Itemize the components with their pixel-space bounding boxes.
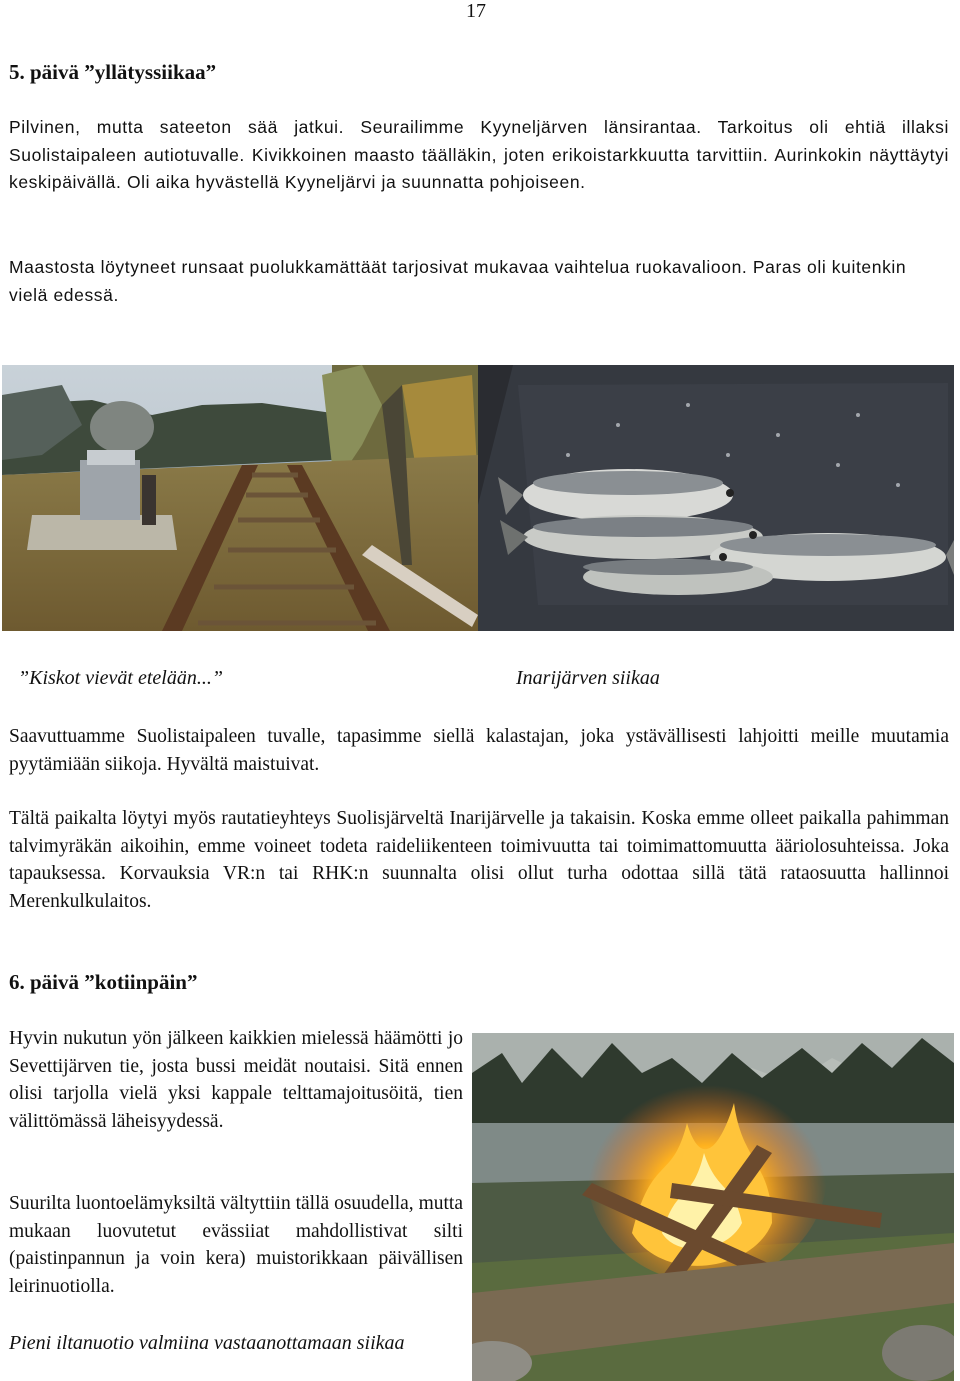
day5-heading: 5. päivä ”yllätyssiikaa” [9,60,217,84]
day6-paragraph-2: Suurilta luontoelämyksiltä vältyttiin tällä osuudella, mutta mukaan luovutetut evässiiat mahdollistivat silti (paistinpannun ja voin kera) muistorikkaan päivällisen leirinuotiolla. [9,1193,463,1297]
day5-paragraph-4: Tältä paikalta löytyi myös rautatieyhteys Suolisjärveltä Inarijärvelle ja takaisin. Koska emme olleet paikalla pahimman talvimyräkän aikoihin, emme voineet todeta raideliikenteen toimivuutta tai toimimattomuutta ääriolosuhteissa. Joka tapauksessa. Korvauksia VR:n tai RHK:n suunnalta olisi ollut turha odottaa sillä tätä rataosuutta hallinnoi Merenkulkulaitos. [9,808,949,912]
day6-heading: 6. päivä ”kotiinpäin” [9,970,198,994]
day5-paragraph-3: Saavuttuamme Suolistaipaleen tuvalle, tapasimme siellä kalastajan, joka ystävällisesti lahjoitti meille muutamia pyytämiään siikoja. Hyvältä maistuivat. [9,726,949,775]
railway-photo [2,365,478,631]
fish-photo [478,365,954,631]
fish-photo-caption: Inarijärven siikaa [516,667,660,689]
page-number: 17 [466,0,486,22]
campfire-photo-caption: Pieni iltanuotio valmiina vastaanottamaan siikaa [9,1332,405,1354]
day5-paragraph-2: Maastosta löytyneet runsaat puolukkamättäät tarjosivat mukavaa vaihtelua ruokavalioon. Paras oli kuitenkin vielä edessä. [9,257,907,305]
day5-paragraph-1: Pilvinen, mutta sateeton sää jatkui. Seurailimme Kyyneljärven länsirantaa. Tarkoitus oli ehtiä illaksi Suolistaipaleen autiotuvalle. Kivikkoinen maasto täälläkin, joten erikoistarkkuutta tarvittiin. Aurinkokin näyttäytyi keskipäivällä. Oli aika hyvästellä Kyyneljärvi ja suunnatta pohjoiseen. [9,117,949,192]
railway-photo-caption: ”Kiskot vievät etelään...” [18,667,223,689]
day6-paragraph-1: Hyvin nukutun yön jälkeen kaikkien mielessä häämötti jo Sevettijärven tie, josta bussi meidät noutaisi. Sitä ennen olisi tarjolla vielä yksi kappale telttamajoitusöitä, tien välittömässä läheisyydessä. [9,1028,463,1132]
campfire-photo [472,1033,954,1381]
